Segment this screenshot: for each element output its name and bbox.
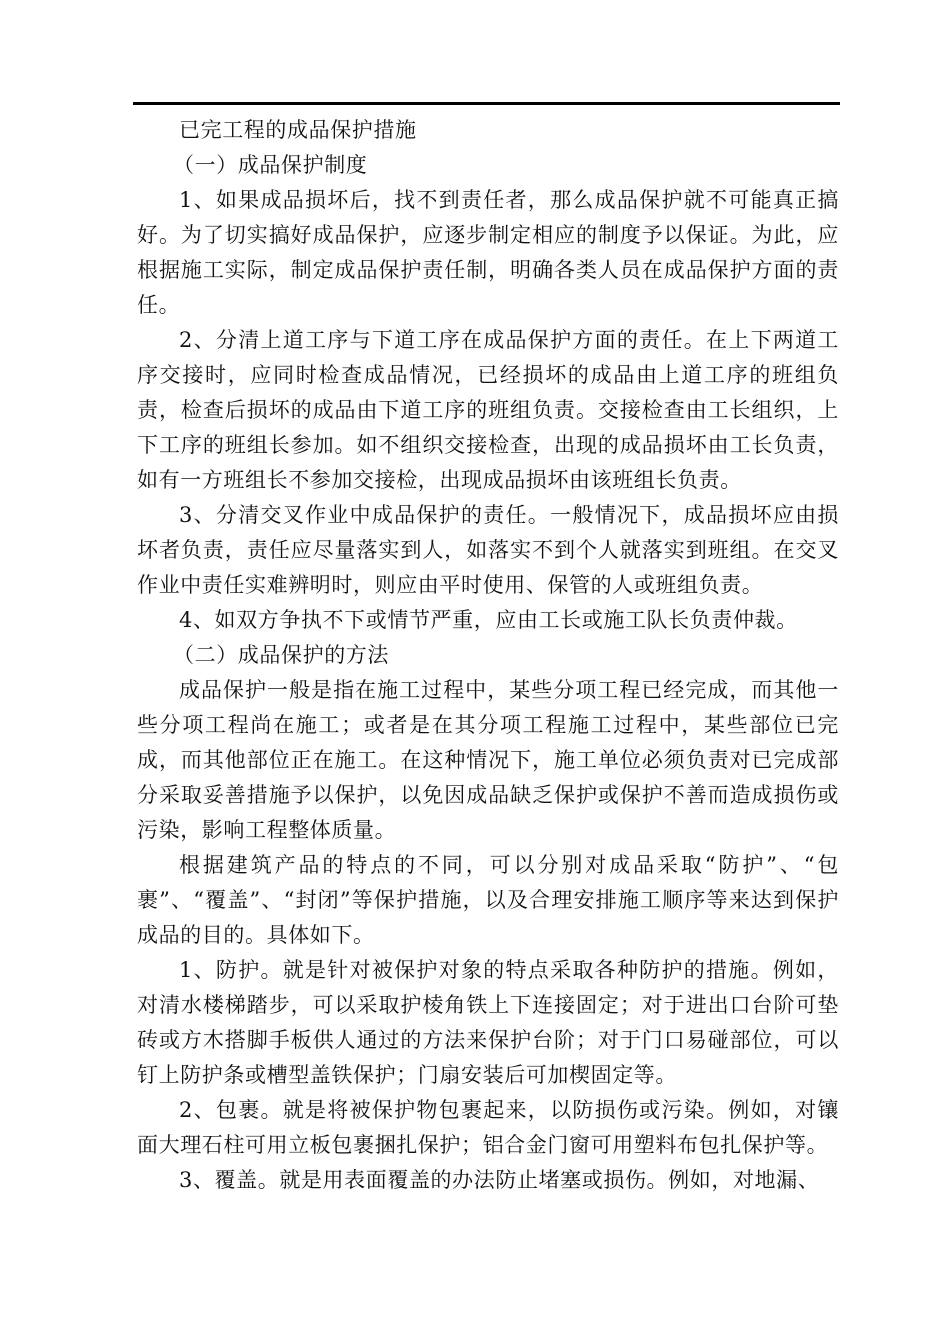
section-heading-2: （二）成品保护的方法 [173, 643, 389, 667]
document-title: 已完工程的成品保护措施 [179, 118, 417, 142]
header-rule [133, 102, 840, 105]
document-body [137, 113, 839, 1198]
section1-item-1: 1、如果成品损坏后，找不到责任者，那么成品保护就不可能真正搞好。为了切实搞好成品保护，应逐步制定相应的制度予以保证。为此，应根据施工实际，制定成品保护责任制，明确各类人员在成品保护方面的责任。 [137, 188, 839, 317]
section2-paragraph-1: 成品保护一般是指在施工过程中，某些分项工程已经完成，而其他一些分项工程尚在施工；或者是在其分项工程施工过程中，某些部位已完成，而其他部位正在施工。在这种情况下，施工单位必须负责对已完成部分采取妥善措施予以保护，以免因成品缺乏保护或保护不善而造成损伤或污染，影响工程整体质量。 [137, 678, 839, 842]
section2-paragraph-5: 3、覆盖。就是用表面覆盖的办法防止堵塞或损伤。例如，对地漏、 [179, 1168, 820, 1192]
section1-item-2: 2、分清上道工序与下道工序在成品保护方面的责任。在上下两道工序交接时，应同时检查成品情况，已经损坏的成品由上道工序的班组负责，检查后损坏的成品由下道工序的班组负责。交接检查由工长组织，上下工序的班组长参加。如不组织交接检查，出现的成品损坏由工长负责，如有一方班组长不参加交接检，出现成品损坏由该班组长负责。 [137, 328, 839, 492]
section2-paragraph-4: 2、包裹。就是将被保护物包裹起来，以防损伤或污染。例如，对镶面大理石柱可用立板包裹捆扎保护；铝合金门窗可用塑料布包扎保护等。 [137, 1098, 839, 1157]
section2-paragraph-3: 1、防护。就是针对被保护对象的特点采取各种防护的措施。例如，对清水楼梯踏步，可以采取护棱角铁上下连接固定；对于进出口台阶可垫砖或方木搭脚手板供人通过的方法来保护台阶；对于门口易碰部位，可以钉上防护条或槽型盖铁保护；门扇安装后可加楔固定等。 [137, 958, 839, 1087]
section1-item-3: 3、分清交叉作业中成品保护的责任。一般情况下，成品损坏应由损坏者负责，责任应尽量落实到人，如落实不到个人就落实到班组。在交叉作业中责任实难辨明时，则应由平时使用、保管的人或班组负责。 [137, 503, 839, 597]
section-heading-1: （一）成品保护制度 [173, 153, 368, 177]
section2-paragraph-2: 根据建筑产品的特点的不同，可以分别对成品采取“防护”、“包裹”、“覆盖”、“封闭”等保护措施，以及合理安排施工顺序等来达到保护成品的目的。具体如下。 [137, 853, 839, 947]
section1-item-4: 4、如双方争执不下或情节严重，应由工长或施工队长负责仲裁。 [179, 608, 798, 632]
